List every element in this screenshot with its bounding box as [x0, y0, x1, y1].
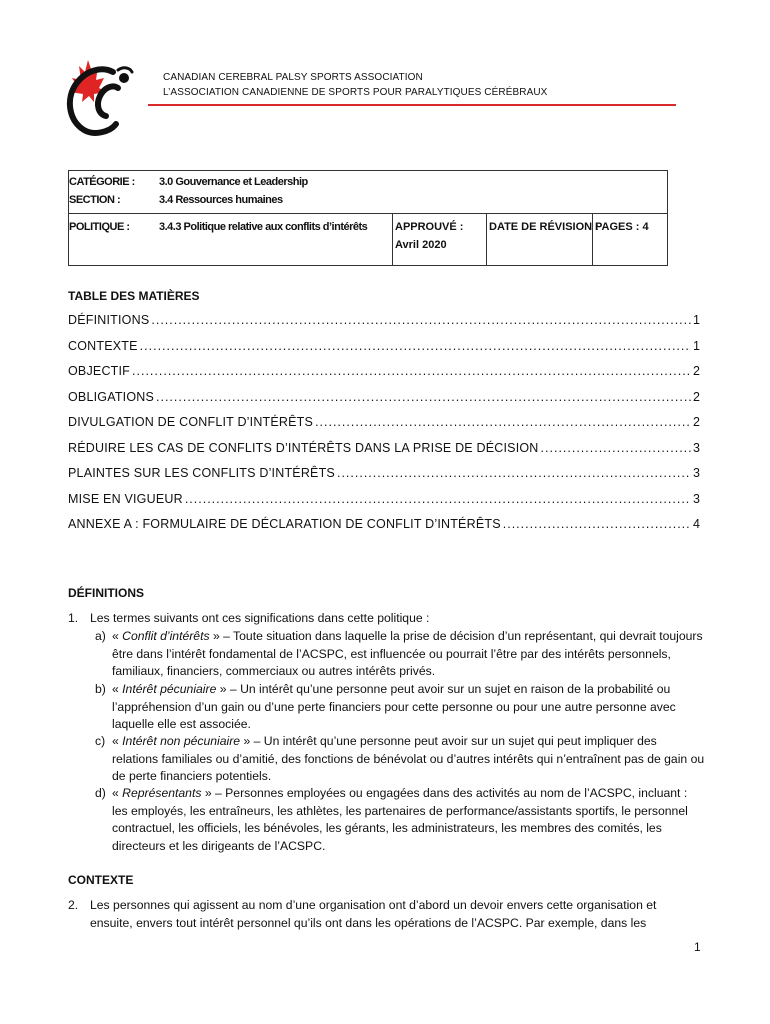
- toc-entry-label: DÉFINITIONS: [68, 313, 150, 327]
- definitions-intro: Les termes suivants ont ces significations dans cette politique :: [90, 611, 430, 625]
- contexte-number: 2.: [68, 898, 79, 912]
- toc-entry[interactable]: [68, 415, 700, 441]
- toc-entry[interactable]: [68, 339, 700, 365]
- definition-item: [95, 733, 705, 786]
- table-of-contents: [68, 313, 700, 543]
- definition-text: » – Toute situation dans laquelle la prise de décision d’un représentant, qui devrait toujours être dans l’intérêt fondamental de l’ACSPC, est influencée ou pourrait l’être par des intérêts personnels, familiaux, financiers, commerciaux ou autres intérêts privés.: [112, 629, 703, 678]
- org-name-en: CANADIAN CEREBRAL PALSY SPORTS ASSOCIATION: [163, 72, 423, 83]
- toc-entry-label: OBJECTIF: [68, 364, 131, 378]
- approuve-label: APPROUVÉ :: [395, 221, 464, 233]
- section-value: 3.4 Ressources humaines: [159, 194, 283, 206]
- org-name-fr: L’ASSOCIATION CANADIENNE DE SPORTS POUR PARALYTIQUES CÉRÉBRAUX: [163, 87, 548, 98]
- definition-term: Intérêt pécuniaire: [122, 682, 217, 696]
- section-label: SECTION :: [69, 194, 121, 206]
- toc-leader: [132, 364, 691, 378]
- policy-info-table: [68, 170, 668, 266]
- table-divider: [392, 213, 393, 265]
- toc-entry[interactable]: [68, 466, 700, 492]
- definition-item: [95, 681, 705, 734]
- quote-open: «: [112, 682, 123, 696]
- toc-leader: [315, 415, 691, 429]
- toc-entry-label: CONTEXTE: [68, 338, 138, 353]
- table-divider: [486, 213, 487, 265]
- definition-marker: d): [95, 786, 106, 800]
- toc-leader: [151, 313, 691, 327]
- toc-leader: [503, 517, 691, 531]
- definition-marker: a): [95, 629, 106, 643]
- toc-entry-page: 1: [693, 313, 700, 327]
- toc-leader: [185, 492, 691, 506]
- definition-item: [95, 628, 705, 681]
- quote-open: «: [112, 629, 123, 643]
- definition-marker: c): [95, 734, 106, 748]
- toc-entry-page: 1: [693, 338, 700, 353]
- quote-open: «: [112, 786, 123, 800]
- definitions-heading: DÉFINITIONS: [68, 586, 145, 600]
- page-number: 1: [694, 940, 701, 954]
- toc-leader: [541, 441, 692, 455]
- toc-leader: [140, 339, 691, 353]
- categorie-value: 3.0 Gouvernance et Leadership: [159, 176, 308, 188]
- toc-entry-page: 2: [693, 364, 700, 378]
- approuve-value: Avril 2020: [395, 239, 447, 251]
- toc-entry-label: RÉDUIRE LES CAS DE CONFLITS D’INTÉRÊTS DANS LA PRISE DE DÉCISION: [68, 440, 539, 455]
- definition-text: » – Un intérêt qu’une personne peut avoir sur un sujet en raison de la probabilité ou l’appréhension d’un gain ou d’une perte financiers pour cette personne ou pour une autre personne avec laquelle elle est associée.: [112, 682, 676, 731]
- table-divider: [69, 213, 667, 214]
- header-rule: [148, 104, 676, 106]
- contexte-text: Les personnes qui agissent au nom d’une organisation ont d’abord un devoir envers cette organisation et ensuite, envers tout intérêt personnel qu’ils ont dans les opérations de l’ACSPC. Par exemple, dans les: [90, 898, 657, 930]
- politique-value: 3.4.3 Politique relative aux conflits d’intérêts: [159, 221, 368, 233]
- toc-entry-label: ANNEXE A : FORMULAIRE DE DÉCLARATION DE CONFLIT D’INTÉRÊTS: [68, 517, 501, 531]
- toc-entry-label: PLAINTES SUR LES CONFLITS D’INTÉRÊTS: [68, 466, 335, 480]
- toc-entry-page: 2: [693, 389, 700, 404]
- definition-text: » – Personnes employées ou engagées dans des activités au nom de l’ACSPC, incluant : les employés, les entraîneurs, les athlètes, les partenaires de performance/assistants sportifs, le personnel contractuel, les officiels, les bénévoles, les gérants, les administrateurs, les membres des comités, les directeurs et les dirigeants de l’ACSPC.: [112, 786, 688, 853]
- toc-entry[interactable]: [68, 492, 700, 518]
- toc-entry[interactable]: [68, 441, 700, 467]
- toc-entry[interactable]: [68, 517, 700, 543]
- toc-entry-page: 4: [693, 517, 700, 531]
- categorie-label: CATÉGORIE :: [69, 176, 135, 188]
- politique-label: POLITIQUE :: [69, 221, 130, 233]
- quote-open: «: [112, 734, 123, 748]
- toc-entry-page: 3: [693, 466, 700, 480]
- toc-leader: [337, 466, 691, 480]
- toc-entry-page: 3: [693, 491, 700, 506]
- toc-entry-label: DIVULGATION DE CONFLIT D’INTÉRÊTS: [68, 415, 314, 429]
- definition-item: [95, 785, 705, 855]
- definition-text: » – Un intérêt qu’une personne peut avoir sur un sujet qui peut impliquer des relations familiales ou d’amitié, des fonctions de bénévolat ou d’autres intérêts qui n’entraînent pas de gain ou de perte financiers potentiels.: [112, 734, 705, 783]
- ccpsa-logo: [58, 58, 136, 138]
- toc-entry-label: MISE EN VIGUEUR: [68, 491, 183, 506]
- organization-names: [163, 70, 547, 100]
- definition-term: Conflit d’intérêts: [122, 629, 210, 643]
- contexte-heading: CONTEXTE: [68, 873, 134, 887]
- definitions-number: 1.: [68, 611, 79, 625]
- definition-marker: b): [95, 682, 106, 696]
- definition-term: Intérêt non pécuniaire: [122, 734, 241, 748]
- revision-label: DATE DE RÉVISION :: [489, 221, 599, 233]
- definition-term: Représentants: [122, 786, 202, 800]
- toc-leader: [156, 390, 691, 404]
- toc-entry[interactable]: [68, 364, 700, 390]
- toc-title: TABLE DES MATIÈRES: [68, 289, 200, 303]
- toc-entry[interactable]: [68, 390, 700, 416]
- pages-label: PAGES : 4: [595, 221, 649, 233]
- toc-entry-page: 3: [693, 440, 700, 455]
- toc-entry-label: OBLIGATIONS: [68, 389, 155, 404]
- toc-entry[interactable]: [68, 313, 700, 339]
- toc-entry-page: 2: [693, 415, 700, 429]
